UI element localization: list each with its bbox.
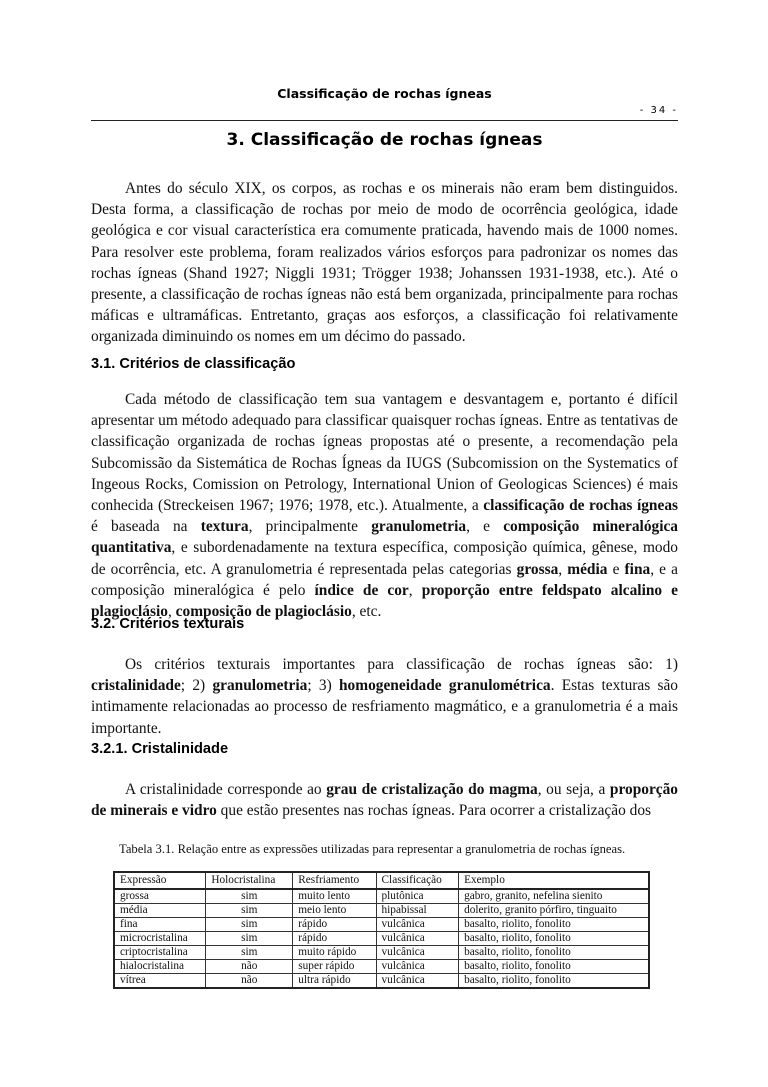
text-run: Cada método de classificação tem sua vantagem e desvantagem e, portanto é difícil apresentar um método adequado para classificar quaisquer rochas ígneas. Entre as tentativas de classificação organizada de rochas ígneas propostas até o presente, a recomendação pela Subcomissão da Sistemática de Rochas Ígneas da IUGS (Subcomission on the Systematics of Ingeous Rocks, Comission on Petrology, International Union of Geologicas Sciences) é mais conhecida (Streckeisen 1967; 1976; 1978, etc.). Atualmente, a	[91, 391, 678, 515]
table-row	[114, 974, 649, 989]
table-header-row	[114, 872, 649, 889]
bold-term: cristalinidade	[91, 677, 181, 695]
text-run: ,	[558, 560, 568, 578]
table-cell: sim	[206, 889, 293, 904]
table-cell: muito lento	[293, 889, 376, 904]
bold-term: média	[567, 560, 608, 578]
table-cell: média	[114, 904, 206, 918]
table-cell: sim	[206, 904, 293, 918]
text-run: que estão presentes nas rochas ígneas. Para ocorrer a cristalização dos	[216, 802, 651, 820]
text-run: A cristalinidade corresponde ao	[125, 781, 327, 798]
table-cell: não	[206, 960, 293, 974]
table-cell: vítrea	[114, 974, 206, 989]
table-row	[114, 960, 649, 974]
section-heading-3-2: 3.2. Critérios texturais	[91, 616, 245, 632]
intro-text: Antes do século XIX, os corpos, as rochas e os minerais não eram bem distinguidos. Desta forma, a classificação de rochas por meio de modo de ocorrência geológica, idade geológica e cor visual característica era comumente praticada, havendo mais de 1000 nomes. Para resolver este problema, foram realizados vários esforços para padronizar os nomes das rochas ígneas (Shand 1927; Niggli 1931; Trögger 1938; Johanssen 1931-1938, etc.). Até o presente, a classificação de rochas ígneas não está bem organizada, principalmente para rochas máficas e ultramáficas. Entretanto, graças aos esforços, a classificação foi relativamente organizada diminuindo os nomes em um décimo do passado.	[91, 180, 678, 346]
table-cell: super rápido	[293, 960, 376, 974]
header-rule	[91, 120, 678, 121]
table-cell: hialocristalina	[114, 960, 206, 974]
text-run: , e a composição mineralógica é pelo	[91, 560, 678, 599]
col-header-classificacao: Classificação	[376, 872, 459, 889]
bold-term: composição mineralógica quantitativa	[91, 518, 679, 557]
section-3-1-paragraph	[91, 389, 678, 622]
text-run: Os critérios texturais importantes para classificação de rochas ígneas são: 1)	[125, 656, 678, 673]
page-number: - 34 -	[639, 105, 678, 116]
table-cell: vulcânica	[376, 960, 459, 974]
text-run: , principalmente	[248, 518, 372, 536]
col-header-exemplo: Exemplo	[459, 872, 649, 889]
col-header-expressao: Expressão	[114, 872, 206, 889]
table-cell: hipabissal	[376, 904, 459, 918]
table-row	[114, 946, 649, 960]
bold-term: grossa	[516, 560, 559, 578]
table-cell: rápido	[293, 918, 376, 932]
table-cell: vulcânica	[376, 932, 459, 946]
text-run: ; 3)	[307, 677, 339, 695]
text-run: , etc.	[351, 603, 382, 621]
table-cell: basalto, riolito, fonolito	[459, 918, 649, 932]
section-heading-3-1: 3.1. Critérios de classificação	[91, 356, 296, 372]
text-run: , e	[466, 518, 504, 536]
table-row	[114, 932, 649, 946]
chapter-title: 3. Classificação de rochas ígneas	[226, 130, 543, 150]
text-run: é baseada na	[91, 518, 201, 536]
table-row	[114, 918, 649, 932]
text-run: ; 2)	[180, 677, 213, 695]
table-cell: basalto, riolito, fonolito	[459, 946, 649, 960]
text-run: , ou seja, a	[537, 781, 610, 798]
table-cell: dolerito, granito pórfiro, tinguaito	[459, 904, 649, 918]
table-cell: microcristalina	[114, 932, 206, 946]
bold-term: textura	[200, 518, 249, 536]
table-cell: sim	[206, 932, 293, 946]
table-cell: criptocristalina	[114, 946, 206, 960]
table-row	[114, 889, 649, 904]
table-cell: não	[206, 974, 293, 989]
table-cell: fina	[114, 918, 206, 932]
bold-term: fina	[624, 560, 651, 578]
section-3-2-1-paragraph	[91, 779, 678, 821]
col-header-resfriamento: Resfriamento	[293, 872, 376, 889]
bold-term: homogeneidade granulométrica	[339, 677, 551, 695]
table-cell: basalto, riolito, fonolito	[459, 960, 649, 974]
running-header: Classificação de rochas ígneas	[277, 86, 492, 101]
bold-term: granulometria	[212, 677, 308, 695]
table-cell: vulcânica	[376, 918, 459, 932]
bold-term: proporção entre feldspato alcalino e plagioclásio	[91, 581, 679, 621]
table-cell: basalto, riolito, fonolito	[459, 974, 649, 989]
intro-paragraph	[91, 178, 678, 348]
bold-term: grau de cristalização do magma	[326, 781, 538, 798]
bold-term: proporção de minerais e vidro	[91, 781, 679, 820]
table-cell: sim	[206, 946, 293, 960]
granulometry-table	[113, 871, 650, 989]
table-cell: ultra rápido	[293, 974, 376, 989]
table-cell: vulcânica	[376, 974, 459, 989]
table-caption: Tabela 3.1. Relação entre as expressões utilizadas para representar a granulometria de rochas ígneas.	[119, 842, 626, 856]
table-cell: sim	[206, 918, 293, 932]
bold-term: granulometria	[371, 518, 467, 536]
section-heading-3-2-1: 3.2.1. Cristalinidade	[91, 741, 229, 757]
text-run: , e subordenadamente na textura específica, composição química, gênese, modo de ocorrência, etc. A granulometria é representada pelas categorias	[91, 539, 678, 578]
text-run: e	[607, 560, 625, 578]
table-row	[114, 904, 649, 918]
table-cell: plutônica	[376, 889, 459, 904]
table-cell: vulcânica	[376, 946, 459, 960]
text-run: ,	[408, 581, 422, 599]
bold-term: índice de cor	[314, 581, 409, 599]
text-run: ,	[167, 603, 176, 621]
text-run: . Estas texturas são intimamente relacionadas ao processo de resfriamento magmático, e a granulometria é a mais importante.	[91, 677, 678, 737]
bold-term: composição de plagioclásio	[175, 603, 352, 621]
table-cell: grossa	[114, 889, 206, 904]
table-cell: rápido	[293, 932, 376, 946]
col-header-holocristalina: Holocristalina	[206, 872, 293, 889]
table-cell: gabro, granito, nefelina sienito	[459, 889, 649, 904]
table-cell: meio lento	[293, 904, 376, 918]
section-3-2-paragraph	[91, 654, 678, 739]
bold-term: classificação de rochas ígneas	[483, 497, 679, 515]
table-cell: muito rápido	[293, 946, 376, 960]
table-cell: basalto, riolito, fonolito	[459, 932, 649, 946]
